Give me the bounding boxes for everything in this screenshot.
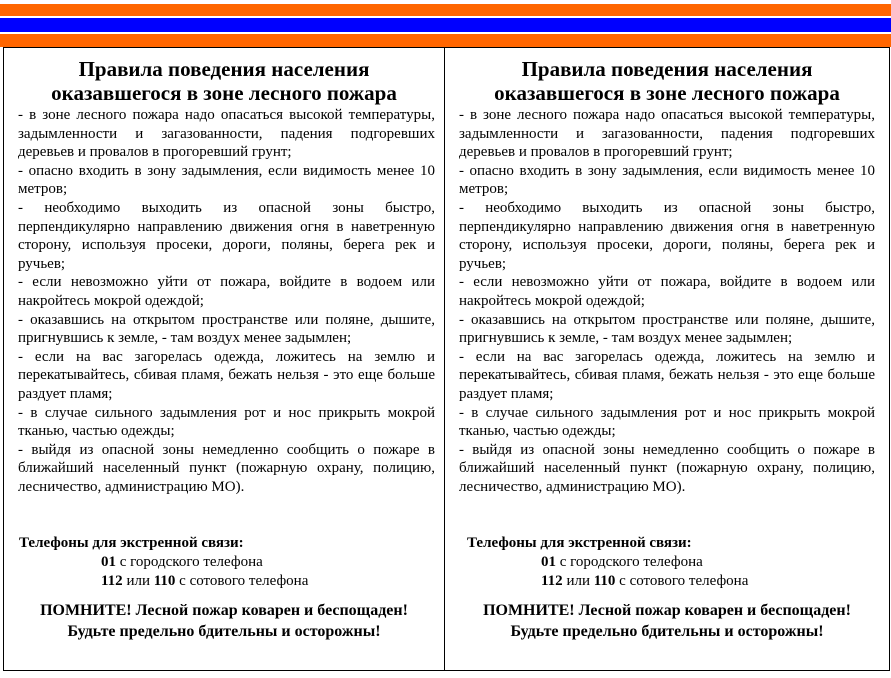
phone-mobile xyxy=(541,572,748,591)
rule-item: - если на вас загорелась одежда, ложитесь на землю и перекатывайтесь, сбивая пламя, бежать нельзя - это еще больше раздует пламя; xyxy=(459,348,875,402)
remember-line-2: Будьте предельно бдительны и осторожны! xyxy=(67,623,381,640)
top-orange-stripe xyxy=(0,4,891,16)
rule-item: - в зоне лесного пожара надо опасаться высокой температуры, задымленности и загазованности, падения подгоревших деревьев и провалов в прогоревший грунт; xyxy=(18,107,435,161)
remember-notice xyxy=(4,600,444,642)
phone-number: 01 xyxy=(541,554,556,570)
phone-mobile xyxy=(101,572,308,591)
phone-landline xyxy=(541,553,703,572)
title-line-1: Правила поведения населения xyxy=(521,57,813,81)
phone-or: или xyxy=(122,573,154,589)
bottom-orange-stripe xyxy=(0,34,891,47)
phone-description: с городского телефона xyxy=(556,554,703,570)
rule-item: - необходимо выходить из опасной зоны быстро, перпендикулярно направлению движения огня в наветренную сторону, используя просеки, дороги, поляны, берега рек и ручьев; xyxy=(459,199,875,272)
leaflet-right xyxy=(444,47,890,671)
phone-description: с сотового телефона xyxy=(615,573,749,589)
phone-number: 112 xyxy=(541,573,563,589)
remember-notice xyxy=(445,600,889,642)
rule-item: - оказавшись на открытом пространстве или поляне, дышите, пригнувшись к земле, - там воздух менее задымлен; xyxy=(18,311,435,347)
rule-item: - в случае сильного задымления рот и нос прикрыть мокрой тканью, частью одежды; xyxy=(18,404,435,440)
top-blue-stripe xyxy=(0,18,891,32)
rules-list xyxy=(18,106,435,496)
rule-item: - опасно входить в зону задымления, если видимость менее 10 метров; xyxy=(18,162,435,198)
title-line-2: оказавшегося в зоне лесного пожара xyxy=(51,81,397,105)
rule-item: - если на вас загорелась одежда, ложитесь на землю и перекатывайтесь, сбивая пламя, бежать нельзя - это еще больше раздует пламя; xyxy=(18,348,435,402)
remember-line-2: Будьте предельно бдительны и осторожны! xyxy=(510,623,824,640)
title-line-1: Правила поведения населения xyxy=(78,57,370,81)
rule-item: - в случае сильного задымления рот и нос прикрыть мокрой тканью, частью одежды; xyxy=(459,404,875,440)
rule-item: - выйдя из опасной зоны немедленно сообщить о пожаре в ближайший населенный пункт (пожарную охрану, полицию, лесничество, администрацию МО). xyxy=(459,441,875,495)
rule-item: - если невозможно уйти от пожара, войдите в водоем или накройтесь мокрой одеждой; xyxy=(459,274,875,309)
remember-line-1: ПОМНИТЕ! Лесной пожар коварен и беспощаден! xyxy=(483,602,851,619)
title-line-2: оказавшегося в зоне лесного пожара xyxy=(494,81,840,105)
phones-heading: Телефоны для экстренной связи: xyxy=(19,535,244,551)
leaflet-title xyxy=(445,57,889,105)
rule-item: - в зоне лесного пожара надо опасаться высокой температуры, задымленности и загазованности, падения подгоревших деревьев и провалов в прогоревший грунт; xyxy=(459,107,875,161)
leaflet-left xyxy=(3,47,445,671)
phone-number: 110 xyxy=(593,573,616,589)
rule-item: - оказавшись на открытом пространстве или поляне, дышите, пригнувшись к земле, - там воздух менее задымлен; xyxy=(459,311,875,347)
rule-item: - если невозможно уйти от пожара, войдите в водоем или накройтесь мокрой одеждой; xyxy=(18,274,435,309)
remember-line-1: ПОМНИТЕ! Лесной пожар коварен и беспощаден! xyxy=(40,602,408,619)
phone-description: с сотового телефона xyxy=(175,573,309,589)
rules-list xyxy=(459,106,875,496)
phone-landline xyxy=(101,553,263,572)
phone-number: 01 xyxy=(101,554,116,570)
phone-number: 110 xyxy=(153,573,176,589)
phones-heading: Телефоны для экстренной связи: xyxy=(467,535,692,551)
rule-item: - опасно входить в зону задымления, если видимость менее 10 метров; xyxy=(459,162,875,198)
phone-description: с городского телефона xyxy=(116,554,263,570)
rule-item: - необходимо выходить из опасной зоны быстро, перпендикулярно направлению движения огня в наветренную сторону, используя просеки, дороги, поляны, берега рек и ручьев; xyxy=(18,199,435,272)
phone-or: или xyxy=(562,573,594,589)
leaflet-title xyxy=(4,57,444,105)
phone-number: 112 xyxy=(101,573,123,589)
rule-item: - выйдя из опасной зоны немедленно сообщить о пожаре в ближайший населенный пункт (пожарную охрану, полицию, лесничество, администрацию МО). xyxy=(18,441,435,495)
